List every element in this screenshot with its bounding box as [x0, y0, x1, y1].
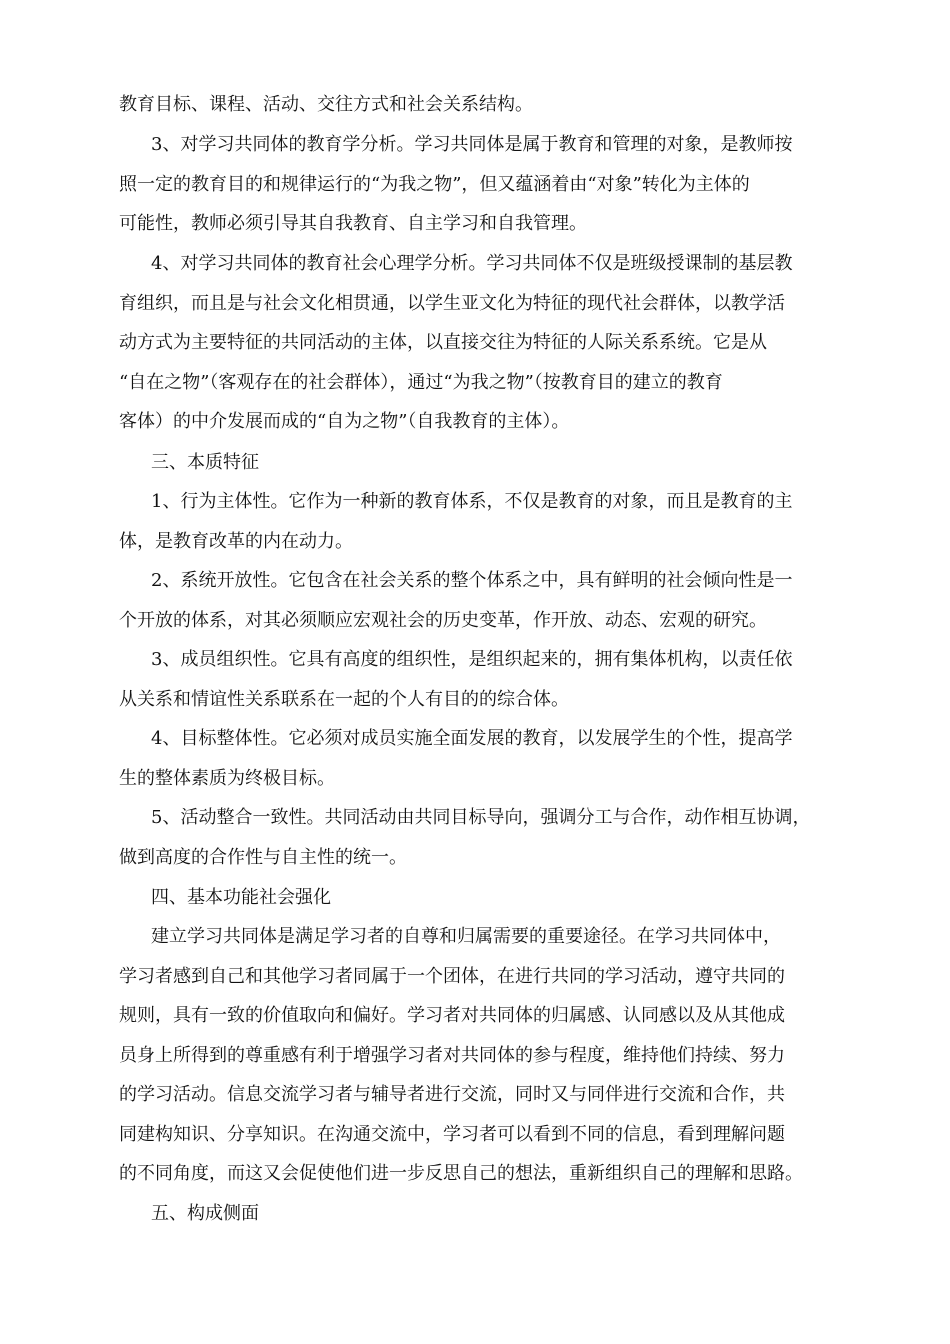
text-line-16: 从关系和情谊性关系联系在一起的个人有目的的综合体。	[119, 689, 569, 710]
text-line-12: 体，是教育改革的内在动力。	[119, 531, 353, 552]
text-line-17: 4、目标整体性。它必须对成员实施全面发展的教育，以发展学生的个性，提高学	[151, 728, 793, 749]
text-line-4: 可能性，教师必须引导其自我教育、自主学习和自我管理。	[119, 213, 587, 234]
section-heading-5: 五、构成侧面	[151, 1203, 259, 1224]
text-line-14: 个开放的体系，对其必须顺应宏观社会的历史变革，作开放、动态、宏观的研究。	[119, 610, 767, 631]
section-heading-3: 三、本质特征	[151, 452, 259, 473]
text-line-22: 建立学习共同体是满足学习者的自尊和归属需要的重要途径。在学习共同体中，	[151, 926, 781, 947]
text-line-5: 4、对学习共同体的教育社会心理学分析。学习共同体不仅是班级授课制的基层教	[151, 253, 793, 274]
text-line-11: 1、行为主体性。它作为一种新的教育体系，不仅是教育的对象，而且是教育的主	[151, 491, 793, 512]
text-line-7: 动方式为主要特征的共同活动的主体，以直接交往为特征的人际关系系统。它是从	[119, 332, 767, 353]
text-line-25: 员身上所得到的尊重感有利于增强学习者对共同体的参与程度，维持他们持续、努力	[119, 1045, 785, 1066]
text-line-27: 同建构知识、分享知识。在沟通交流中，学习者可以看到不同的信息，看到理解问题	[119, 1124, 785, 1145]
text-line-28: 的不同角度，而这又会促使他们进一步反思自己的想法，重新组织自己的理解和思路。	[119, 1163, 803, 1184]
text-line-9: 客体）的中介发展而成的“自为之物”（自我教育的主体）。	[119, 411, 570, 432]
text-line-15: 3、成员组织性。它具有高度的组织性，是组织起来的，拥有集体机构，以责任依	[151, 649, 793, 670]
text-line-23: 学习者感到自己和其他学习者同属于一个团体，在进行共同的学习活动，遵守共同的	[119, 966, 785, 987]
text-line-2: 3、对学习共同体的教育学分析。学习共同体是属于教育和管理的对象，是教师按	[151, 134, 793, 155]
text-line-20: 做到高度的合作性与自主性的统一。	[119, 847, 407, 868]
text-line-8: “自在之物”（客观存在的社会群体），通过“为我之物”（按教育目的建立的教育	[119, 372, 723, 393]
text-line-13: 2、系统开放性。它包含在社会关系的整个体系之中，具有鲜明的社会倾向性是一	[151, 570, 793, 591]
text-line-6: 育组织，而且是与社会文化相贯通，以学生亚文化为特征的现代社会群体，以教学活	[119, 293, 785, 314]
text-line-18: 生的整体素质为终极目标。	[119, 768, 335, 789]
text-line-26: 的学习活动。信息交流学习者与辅导者进行交流，同时又与同伴进行交流和合作，共	[119, 1084, 785, 1105]
text-line-1: 教育目标、课程、活动、交往方式和社会关系结构。	[119, 94, 533, 115]
text-line-3: 照一定的教育目的和规律运行的“为我之物”，但又蕴涵着由“对象”转化为主体的	[119, 174, 750, 195]
section-heading-4: 四、基本功能社会强化	[151, 887, 331, 908]
text-line-19: 5、活动整合一致性。共同活动由共同目标导向，强调分工与合作，动作相互协调，	[151, 807, 811, 828]
text-line-24: 规则，具有一致的价值取向和偏好。学习者对共同体的归属感、认同感以及从其他成	[119, 1005, 785, 1026]
